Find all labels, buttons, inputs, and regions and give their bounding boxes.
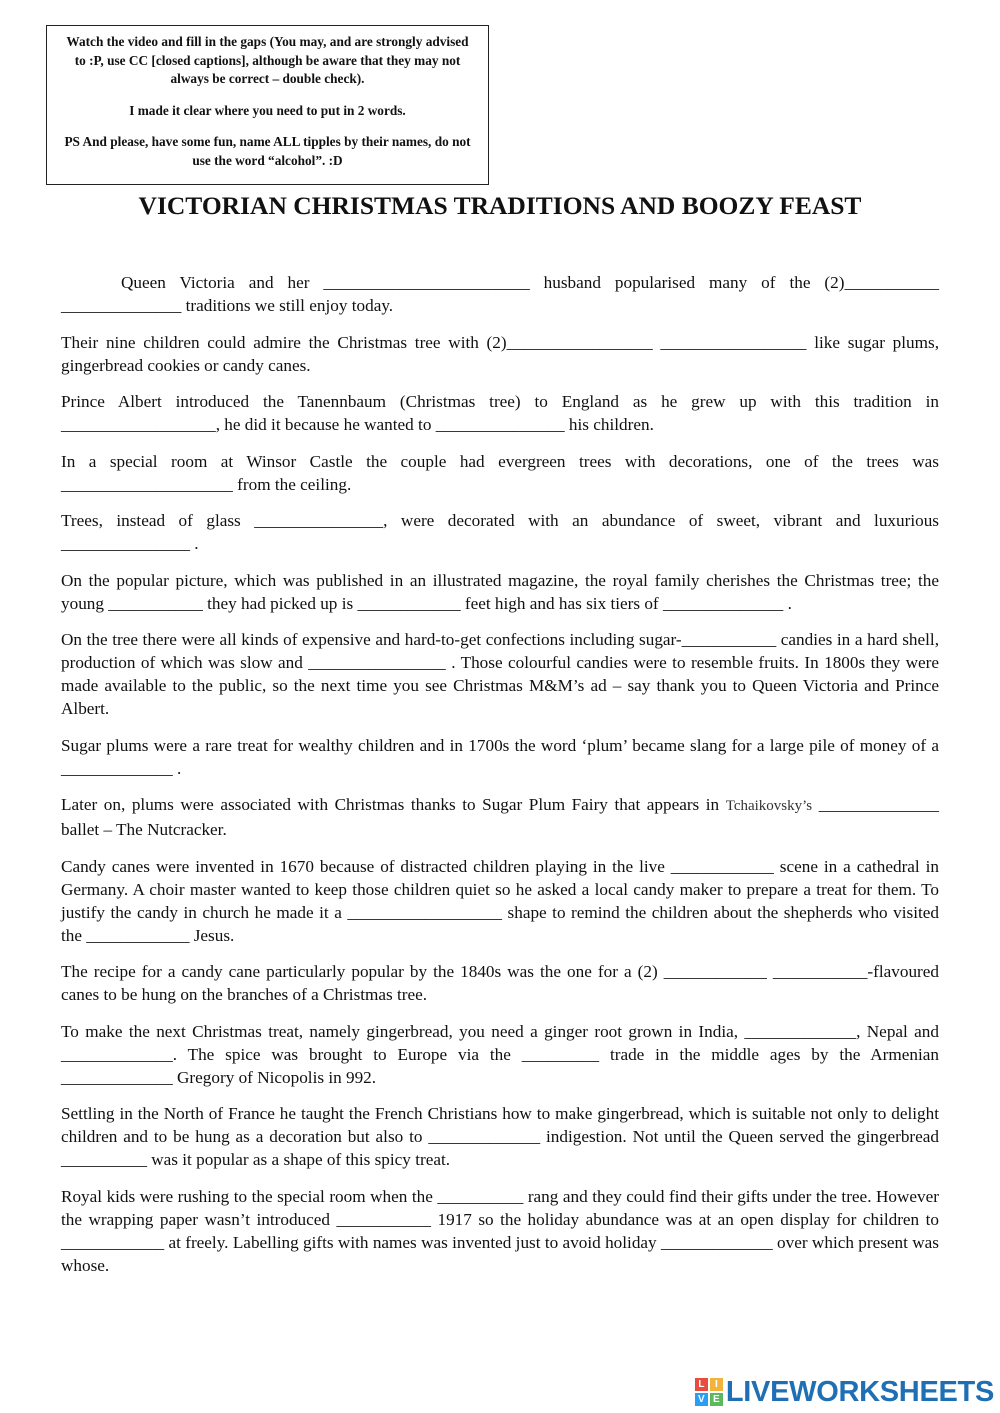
paragraph: On the tree there were all kinds of expensive and hard-to-get confections including sugar-___________ candies in a hard shell, production of which was slow and ________________ . Those colourful candies were to resemble fruits. In 1800s they were made available to the public, so the next time you see Christmas M&M’s ad – say thank you to Queen Victoria and Prince Albert. (61, 630, 939, 718)
paragraph: Their nine children could admire the Christmas tree with (2)_________________ _________________ like sugar plums, gingerbread cookies or candy canes. (61, 332, 939, 375)
paragraph: Trees, instead of glass _______________, were decorated with an abundance of sweet, vibrant and luxurious _______________ . (61, 511, 939, 553)
paragraph: Royal kids were rushing to the special room when the __________ rang and they could find their gifts under the tree. However the wrapping paper wasn’t introduced ___________ 1917 so the holiday abundance was at an open display for children to ____________ at freely. Labelling gifts with names was invented just to avoid holiday _____________ over which present was whose. (61, 1186, 939, 1275)
logo-letter: I (710, 1378, 723, 1391)
paragraph: Sugar plums were a rare treat for wealthy children and in 1700s the word ‘plum’ became slang for a large pile of money of a _____________ . (61, 735, 939, 778)
paragraph: Candy canes were invented in 1670 because of distracted children playing in the live ____________ scene in a cathedral in Germany. A choir master wanted to keep those children quiet so he asked a local candy maker to prepare a treat for them. To justify the candy in church he made it a __________________ shape to remind the children about the shepherds who visited the ____________ Jesus. (61, 856, 939, 945)
paragraph (61, 793, 939, 841)
liveworksheets-logo (695, 1374, 994, 1410)
worksheet-body (61, 271, 939, 1290)
worksheet-title: VICTORIAN CHRISTMAS TRADITIONS AND BOOZY FEAST (138, 191, 862, 220)
composer-name: Tchaikovsky’s (725, 798, 813, 814)
logo-letter: E (710, 1393, 723, 1406)
paragraph-text: ______________ ballet – The Nutcracker. (61, 795, 940, 839)
logo-text: LIVEWORKSHEETS (725, 1375, 994, 1408)
paragraph: On the popular picture, which was published in an illustrated magazine, the royal family cherishes the Christmas tree; the young ___________ they had picked up is ____________ feet high and has six tiers of ______________ . (61, 570, 939, 613)
instructions-box (46, 25, 489, 185)
paragraph: Settling in the North of France he taught the French Christians how to make gingerbread, which is suitable not only to delight children and to be hung as a decoration but also to _____________ indigestion. Not until the Queen served the gingerbread __________ was it popular as a shape of this spicy treat. (61, 1104, 939, 1169)
logo-letter: V (695, 1393, 708, 1406)
paragraph-text: Later on, plums were associated with Christmas thanks to Sugar Plum Fairy that appears in (61, 795, 720, 814)
paragraph: Queen Victoria and her ________________________ husband popularised many of the (2)___________ ______________ traditions we still enjoy today. (61, 273, 939, 315)
paragraph: To make the next Christmas treat, namely gingerbread, you need a ginger root grown in India, _____________, Nepal and _____________. The spice was brought to Europe via the _________ trade in the middle ages by the Armenian _____________ Gregory of Nicopolis in 992. (61, 1021, 939, 1087)
instruction-text: I made it clear where you need to put in 2 words. (129, 102, 406, 118)
instruction-text: PS And please, have some fun, name ALL tipples by their names, do not use the word “alcohol”. :D (64, 134, 471, 168)
instruction-text: Watch the video and fill in the gaps (You may, and are strongly advised to :P, use CC [closed captions], although be aware that they may not always be correct – double check). (66, 34, 469, 86)
logo-letter: L (695, 1378, 708, 1391)
paragraph: Prince Albert introduced the Tanennbaum (Christmas tree) to England as he grew up with this tradition in __________________, he did it because he wanted to _______________ his children. (61, 392, 939, 434)
logo-mark-icon (695, 1378, 723, 1406)
paragraph: In a special room at Winsor Castle the couple had evergreen trees with decorations, one of the trees was ____________________ from the ceiling. (61, 451, 939, 494)
paragraph: The recipe for a candy cane particularly popular by the 1840s was the one for a (2) ____________ ___________-flavoured canes to be hung on the branches of a Christmas tree. (61, 962, 939, 1004)
